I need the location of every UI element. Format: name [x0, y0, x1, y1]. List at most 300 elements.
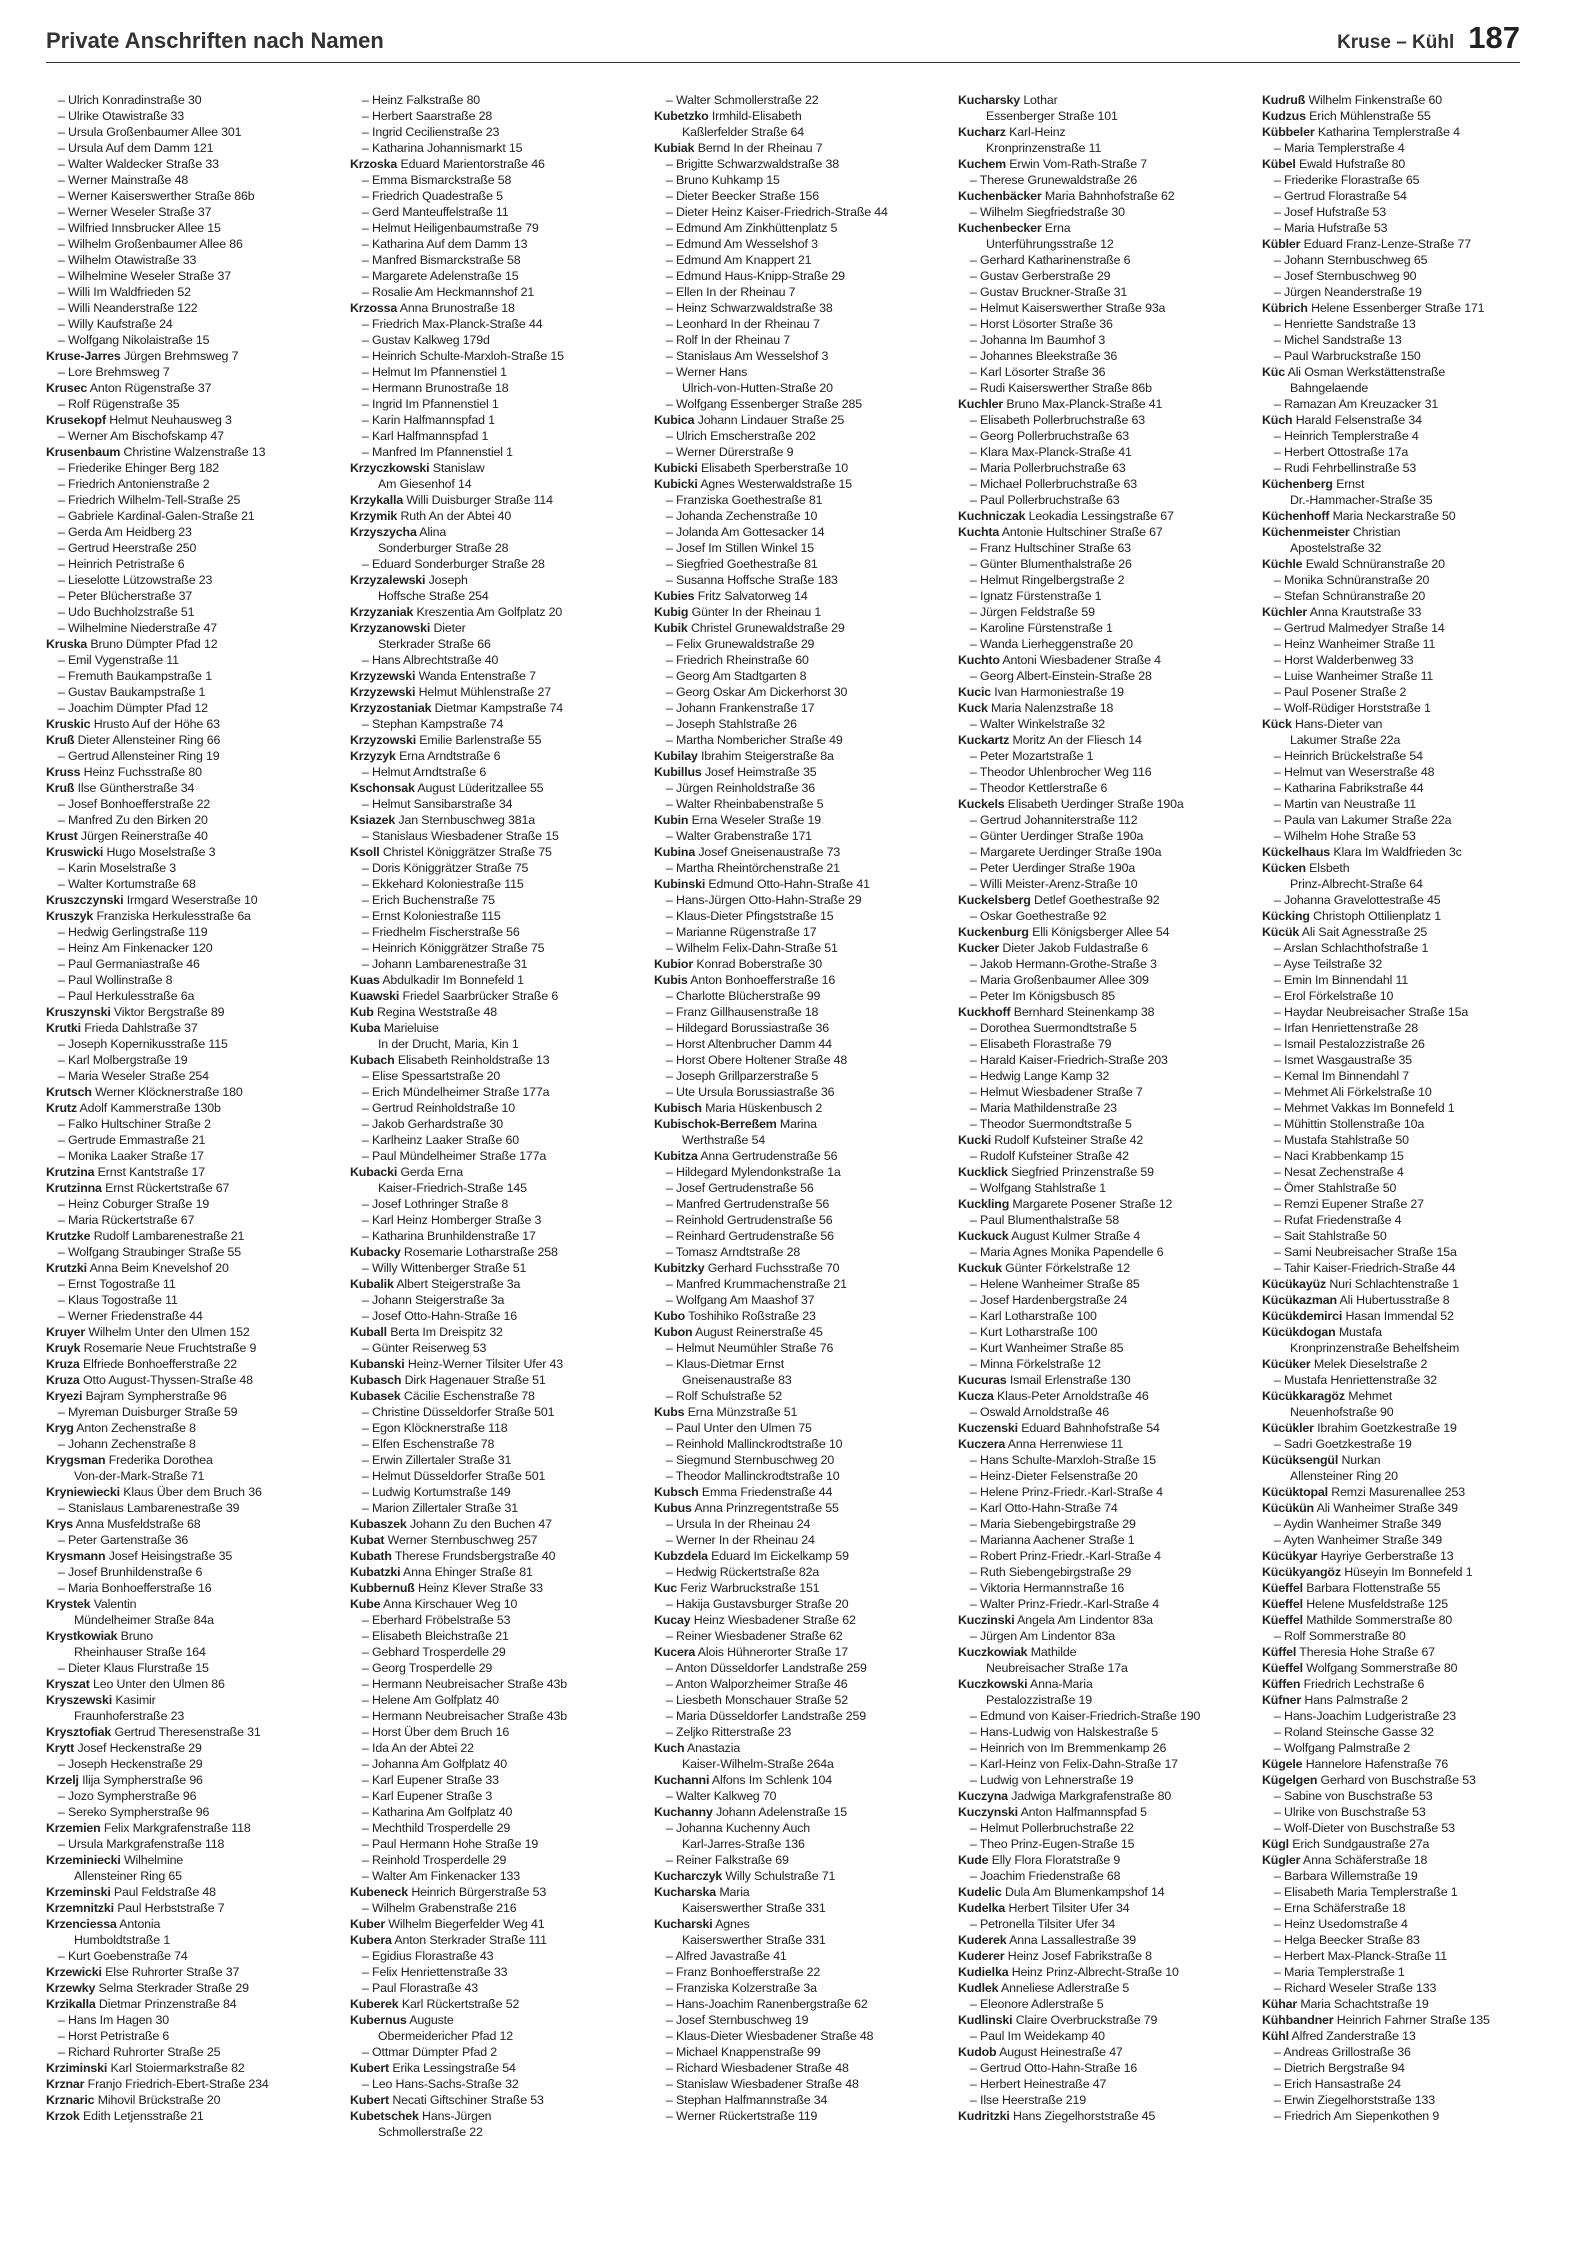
entry-details: Felix Markgrafenstraße 118: [103, 1821, 251, 1835]
directory-subentry: [654, 1036, 922, 1052]
entry-details: Erna Arndtstraße 6: [399, 749, 501, 763]
entry-details: Prinz-Albrecht-Straße 64: [1290, 877, 1423, 891]
entry-details: – Haydar Neubreisacher Straße 15a: [1274, 1005, 1469, 1019]
entry-details: – Naci Krabbenkamp 15: [1274, 1149, 1404, 1163]
directory-subentry: [1262, 684, 1530, 700]
entry-details: – Ursula Großenbaumer Allee 301: [58, 125, 242, 139]
entry-details: – Anton Walporzheimer Straße 46: [666, 1677, 848, 1691]
entry-details: – Maria Siebengebirgstraße 29: [970, 1517, 1136, 1531]
directory-entry: [1262, 156, 1530, 172]
entry-details: Elsbeth: [1309, 861, 1350, 875]
entry-details: – Katharina Fabrikstraße 44: [1274, 781, 1424, 795]
surname: Krutz: [46, 1101, 77, 1115]
directory-entry: [654, 620, 922, 636]
directory-subentry: [46, 316, 314, 332]
entry-details: – Lieselotte Lützowstraße 23: [58, 573, 213, 587]
entry-details: – Wilhelm Großenbaumer Allee 86: [58, 237, 243, 251]
entry-details: – Michael Knappenstraße 99: [666, 2045, 821, 2059]
directory-entry: [958, 1884, 1226, 1900]
entry-details: – Maria Hufstraße 53: [1274, 221, 1388, 235]
entry-details: – Kurt Wanheimer Straße 85: [970, 1341, 1124, 1355]
directory-subentry: [958, 1180, 1226, 1196]
directory-subentry: [350, 1196, 618, 1212]
directory-subentry: [654, 556, 922, 572]
entry-details: – Josef Otto-Hahn-Straße 16: [362, 1309, 518, 1323]
directory-entry: [958, 652, 1226, 668]
directory-subentry: [46, 1580, 314, 1596]
entry-details: – Hermann Neubreisacher Straße 43b: [362, 1709, 567, 1723]
directory-subentry: [350, 716, 618, 732]
surname: Kücüker: [1262, 1357, 1311, 1371]
entry-details: Unterführungsstraße 12: [986, 237, 1114, 251]
directory-subentry: [1262, 668, 1530, 684]
directory-subentry: [958, 956, 1226, 972]
directory-subentry: [958, 300, 1226, 316]
entry-details: Rudolf Kufsteiner Straße 42: [994, 1133, 1144, 1147]
entry-details: – Helga Beecker Straße 83: [1274, 1933, 1420, 1947]
directory-subentry: [654, 444, 922, 460]
surname: Kudelka: [958, 1901, 1006, 1915]
entry-details: – Maria Pollerbruchstraße 63: [970, 461, 1126, 475]
entry-details: – Maria Rückertstraße 67: [58, 1213, 195, 1227]
entry-details: Ali Osman Werkstättenstraße: [1287, 365, 1446, 379]
directory-subentry: [350, 1868, 618, 1884]
entry-details: Erich Mühlenstraße 55: [1309, 109, 1431, 123]
directory-entry: [1262, 1644, 1530, 1660]
directory-entry: [654, 1548, 922, 1564]
surname: Kube: [350, 1597, 381, 1611]
directory-subentry: [1262, 796, 1530, 812]
directory-subentry: [654, 236, 922, 252]
entry-details: Hoffsche Straße 254: [378, 589, 489, 603]
directory-entry: [654, 1116, 922, 1132]
directory-subentry: [958, 1068, 1226, 1084]
entry-details: Hayriye Gerberstraße 13: [1320, 1549, 1454, 1563]
entry-details: – Rudolf Kufsteiner Straße 42: [970, 1149, 1129, 1163]
entry-details: – Siegmund Sternbuschweg 20: [666, 1453, 835, 1467]
directory-subentry: [654, 1788, 922, 1804]
surname: Küchler: [1262, 605, 1308, 619]
entry-details: – Friedrich Rheinstraße 60: [666, 653, 809, 667]
entry-details: – Heinz Falkstraße 80: [362, 93, 481, 107]
entry-details: – Heinz Schwarzwaldstraße 38: [666, 301, 833, 315]
entry-details: – Hermann Neubreisacher Straße 43b: [362, 1677, 567, 1691]
surname: Kubacki: [350, 1165, 398, 1179]
surname: Krzyzewski: [350, 669, 416, 683]
entry-details: – Gabriele Kardinal-Galen-Straße 21: [58, 509, 255, 523]
surname: Kuckelsberg: [958, 893, 1031, 907]
entry-details: Otto August-Thyssen-Straße 48: [82, 1373, 253, 1387]
surname: Kruza: [46, 1357, 80, 1371]
surname: Kucharski: [654, 1917, 713, 1931]
entry-details: Heinz Klever Straße 33: [418, 1581, 543, 1595]
surname: Kuchto: [958, 653, 1000, 667]
surname: Küchle: [1262, 557, 1303, 571]
directory-entry: [1262, 1772, 1530, 1788]
entry-details: – Helmut Neumühler Straße 76: [666, 1341, 834, 1355]
entry-details: – Reiner Wiesbadener Straße 62: [666, 1629, 843, 1643]
entry-details: – Heinrich Königgrätzer Straße 75: [362, 941, 545, 955]
directory-subentry: [654, 220, 922, 236]
directory-subentry: [350, 2076, 618, 2092]
entry-details: Erika Lessingstraße 54: [392, 2061, 516, 2075]
surname: Kubillus: [654, 765, 702, 779]
address-continuation: [350, 1036, 618, 1052]
entry-details: – Myreman Duisburger Straße 59: [58, 1405, 238, 1419]
directory-subentry: [1262, 140, 1530, 156]
surname: Küchenberg: [1262, 477, 1333, 491]
entry-details: Allensteiner Ring 20: [1290, 1469, 1398, 1483]
entry-details: – Josef Lothringer Straße 8: [362, 1197, 509, 1211]
directory-entry: [46, 1996, 314, 2012]
directory-subentry: [46, 924, 314, 940]
directory-subentry: [46, 812, 314, 828]
surname: Küchenhoff: [1262, 509, 1330, 523]
directory-subentry: [1262, 780, 1530, 796]
directory-entry: [46, 732, 314, 748]
surname: Krzyczkowski: [350, 461, 430, 475]
entry-details: Rosemarie Neue Fruchtstraße 9: [83, 1341, 257, 1355]
directory-subentry: [958, 1356, 1226, 1372]
surname: Kubischok-Berreßem: [654, 1117, 777, 1131]
directory-subentry: [350, 1308, 618, 1324]
entry-details: Joseph: [428, 573, 468, 587]
entry-details: Dirk Hagenauer Straße 51: [404, 1373, 546, 1387]
directory-subentry: [654, 2012, 922, 2028]
entry-details: August Reinerstraße 45: [695, 1325, 823, 1339]
directory-entry: [1262, 2012, 1530, 2028]
surname: Kruss: [46, 765, 81, 779]
directory-entry: [46, 1388, 314, 1404]
directory-entry: [46, 716, 314, 732]
surname: Krusekopf: [46, 413, 106, 427]
surname: Kubert: [350, 2061, 390, 2075]
entry-details: – Elise Spessartstraße 20: [362, 1069, 501, 1083]
directory-entry: [958, 524, 1226, 540]
directory-subentry: [958, 860, 1226, 876]
directory-entry: [654, 764, 922, 780]
entry-details: Abdulkadir Im Bonnefeld 1: [382, 973, 524, 987]
directory-subentry: [350, 1756, 618, 1772]
entry-details: Mustafa: [1338, 1325, 1382, 1339]
directory-subentry: [654, 1420, 922, 1436]
directory-entry: [1262, 1292, 1530, 1308]
directory-subentry: [46, 540, 314, 556]
entry-details: – Johannes Bleekstraße 36: [970, 349, 1118, 363]
entry-details: – Rufat Friedenstraße 4: [1274, 1213, 1402, 1227]
entry-details: – Christine Düsseldorfer Straße 501: [362, 1405, 555, 1419]
entry-details: Obermeidericher Pfad 12: [378, 2029, 513, 2043]
surname: Kuderer: [958, 1949, 1005, 1963]
entry-details: Eduard Marientorstraße 46: [400, 157, 545, 171]
surname: Kubalik: [350, 1277, 394, 1291]
entry-details: – Werner Rückertstraße 119: [666, 2109, 818, 2123]
directory-subentry: [350, 1100, 618, 1116]
directory-subentry: [46, 476, 314, 492]
surname: Krzyzewski: [350, 685, 416, 699]
entry-details: – Katharina Brunhildenstraße 17: [362, 1229, 536, 1243]
entry-details: Jadwiga Markgrafenstraße 80: [1011, 1789, 1172, 1803]
directory-subentry: [1262, 636, 1530, 652]
entry-details: Wilhelm Unter den Ulmen 152: [88, 1325, 250, 1339]
surname: Kucic: [958, 685, 991, 699]
address-continuation: [350, 540, 618, 556]
entry-details: – Therese Grunewaldstraße 26: [970, 173, 1138, 187]
directory-entry: [654, 1868, 922, 1884]
surname: Kücken: [1262, 861, 1306, 875]
entry-details: – Mustafa Stahlstraße 50: [1274, 1133, 1409, 1147]
directory-subentry: [350, 1468, 618, 1484]
directory-entry: [350, 1532, 618, 1548]
directory-subentry: [654, 2028, 922, 2044]
entry-details: Lothar: [1023, 93, 1058, 107]
entry-details: – Charlotte Blücherstraße 99: [666, 989, 821, 1003]
directory-subentry: [350, 444, 618, 460]
surname: Kruszczynski: [46, 893, 124, 907]
entry-details: – Herbert Heinestraße 47: [970, 2077, 1107, 2091]
entry-details: Paul Feldstraße 48: [113, 1885, 216, 1899]
entry-details: – Rosalie Am Heckmannshof 21: [362, 285, 535, 299]
directory-subentry: [654, 652, 922, 668]
entry-details: – Stanislaus Wiesbadener Straße 15: [362, 829, 559, 843]
directory-subentry: [1262, 2060, 1530, 2076]
directory-entry: [350, 2060, 618, 2076]
entry-details: – Marianne Rügenstraße 17: [666, 925, 817, 939]
entry-details: – Günter Reiserweg 53: [362, 1341, 487, 1355]
surname: Kuczynski: [958, 1805, 1018, 1819]
name-range: Kruse – Kühl: [1337, 32, 1455, 53]
directory-subentry: [654, 908, 922, 924]
directory-subentry: [350, 268, 618, 284]
directory-subentry: [654, 1692, 922, 1708]
entry-details: Alina: [419, 525, 447, 539]
surname: Kude: [958, 1853, 989, 1867]
directory-entry: [958, 508, 1226, 524]
entry-details: – Mechthild Trosperdelle 29: [362, 1821, 511, 1835]
directory-subentry: [46, 236, 314, 252]
directory-subentry: [958, 812, 1226, 828]
directory-subentry: [46, 1788, 314, 1804]
entry-details: Cäcilie Eschenstraße 78: [403, 1389, 535, 1403]
directory-subentry: [654, 1964, 922, 1980]
surname: Kuchta: [958, 525, 1000, 539]
directory-subentry: [654, 524, 922, 540]
entry-details: Herbert Tilsiter Ufer 34: [1008, 1901, 1130, 1915]
directory-subentry: [654, 540, 922, 556]
directory-subentry: [1262, 428, 1530, 444]
entry-details: Christine Walzenstraße 13: [123, 445, 266, 459]
directory-entry: [46, 1180, 314, 1196]
entry-details: – Hans Schulte-Marxloh-Straße 15: [970, 1453, 1156, 1467]
directory-subentry: [46, 396, 314, 412]
entry-details: – Falko Hultschiner Straße 2: [58, 1117, 211, 1131]
entry-details: – Manfred Zu den Birken 20: [58, 813, 208, 827]
directory-entry: [1262, 1388, 1530, 1404]
entry-details: – Oswald Arnoldstraße 46: [970, 1405, 1109, 1419]
surname: Krzyzanowski: [350, 621, 431, 635]
directory-entry: [958, 684, 1226, 700]
surname: Kryg: [46, 1421, 74, 1435]
entry-details: – Gustav Bruckner-Straße 31: [970, 285, 1128, 299]
entry-details: Ilse Güntherstraße 34: [77, 781, 195, 795]
entry-details: – Willi Neanderstraße 122: [58, 301, 198, 315]
directory-subentry: [958, 572, 1226, 588]
directory-entry: [46, 780, 314, 796]
directory-subentry: [654, 1292, 922, 1308]
entry-details: Humboldtstraße 1: [74, 1933, 171, 1947]
entry-details: Anton Rügenstraße 37: [89, 381, 212, 395]
entry-details: – Edmund Haus-Knipp-Straße 29: [666, 269, 845, 283]
entry-details: – Aydin Wanheimer Straße 349: [1274, 1517, 1442, 1531]
directory-entry: [1262, 1548, 1530, 1564]
entry-details: Konrad Boberstraße 30: [696, 957, 822, 971]
entry-details: – Klaus-Dietmar Ernst: [666, 1357, 785, 1371]
directory-subentry: [1262, 268, 1530, 284]
entry-details: – Katharina Auf dem Damm 13: [362, 237, 528, 251]
directory-subentry: [654, 1196, 922, 1212]
entry-details: – Johanna Am Golfplatz 40: [362, 1757, 508, 1771]
directory-subentry: [350, 860, 618, 876]
entry-details: – Jürgen Neanderstraße 19: [1274, 285, 1422, 299]
directory-entry: [958, 396, 1226, 412]
address-continuation: [654, 1836, 922, 1852]
directory-subentry: [654, 1708, 922, 1724]
directory-subentry: [1262, 1884, 1530, 1900]
entry-details: – Johann Lambarenestraße 31: [362, 957, 528, 971]
entry-details: Rudolf Lambarenestraße 21: [93, 1229, 245, 1243]
directory-subentry: [654, 1948, 922, 1964]
entry-details: Anna Kirschauer Weg 10: [383, 1597, 518, 1611]
entry-details: Kaiser-Wilhelm-Straße 264a: [682, 1757, 834, 1771]
entry-details: – Sereko Sympherstraße 96: [58, 1805, 210, 1819]
address-continuation: [1262, 1404, 1530, 1420]
directory-subentry: [46, 1292, 314, 1308]
entry-details: Kronprinzenstraße Behelfsheim: [1290, 1341, 1460, 1355]
entry-details: – Friederike Ehinger Berg 182: [58, 461, 219, 475]
entry-details: Elfriede Bonhoefferstraße 22: [82, 1357, 237, 1371]
surname: Kudritzki: [958, 2109, 1010, 2123]
directory-entry: [958, 1228, 1226, 1244]
entry-details: Klara Im Waldfrieden 3c: [1333, 845, 1462, 859]
entry-details: Ismail Erlenstraße 130: [1009, 1373, 1131, 1387]
entry-details: – Karin Moselstraße 3: [58, 861, 177, 875]
entry-details: August Heinestraße 47: [999, 2045, 1123, 2059]
entry-details: Leo Unter den Ulmen 86: [93, 1677, 225, 1691]
entry-details: Marina: [779, 1117, 817, 1131]
entry-details: – Elisabeth Bleichstraße 21: [362, 1629, 509, 1643]
directory-entry: [350, 748, 618, 764]
entry-details: – Helmut van Weserstraße 48: [1274, 765, 1435, 779]
address-continuation: [1262, 1340, 1530, 1356]
directory-subentry: [654, 988, 922, 1004]
surname: Krutsch: [46, 1085, 92, 1099]
entry-details: Maria Schachtstraße 19: [1300, 1997, 1429, 2011]
surname: Kuckartz: [958, 733, 1010, 747]
entry-details: – Hans Im Hagen 30: [58, 2013, 169, 2027]
entry-details: – Joseph Kopernikusstraße 115: [58, 1037, 228, 1051]
entry-details: – Paul Warbruckstraße 150: [1274, 349, 1421, 363]
entry-details: Karl Stoiermarkstraße 82: [110, 2061, 245, 2075]
directory-subentry: [958, 252, 1226, 268]
entry-details: Dieter Jakob Fuldastraße 6: [1002, 941, 1148, 955]
address-continuation: [350, 636, 618, 652]
directory-entry: [654, 1148, 922, 1164]
entry-details: – Bruno Kuhkamp 15: [666, 173, 780, 187]
directory-subentry: [350, 1260, 618, 1276]
directory-entry: [1262, 1420, 1530, 1436]
directory-subentry: [350, 876, 618, 892]
directory-subentry: [654, 716, 922, 732]
entry-details: Kaßlerfelder Straße 64: [682, 125, 805, 139]
directory-entry: [654, 476, 922, 492]
surname: Kubanski: [350, 1357, 405, 1371]
directory-subentry: [958, 284, 1226, 300]
directory-subentry: [958, 1148, 1226, 1164]
entry-details: – Eduard Sonderburger Straße 28: [362, 557, 545, 571]
directory-subentry: [46, 1804, 314, 1820]
entry-details: Wilhelmine: [123, 1853, 184, 1867]
entry-details: – Rudi Kaiserswerther Straße 86b: [970, 381, 1152, 395]
entry-details: – Ulrich Emscherstraße 202: [666, 429, 816, 443]
entry-details: – Johanna Kuchenny Auch: [666, 1821, 810, 1835]
directory-entry: [654, 844, 922, 860]
directory-subentry: [1262, 316, 1530, 332]
surname: Kudzus: [1262, 109, 1306, 123]
entry-details: – Ismet Wasgaustraße 35: [1274, 1053, 1412, 1067]
entry-details: – Paul Wollinstraße 8: [58, 973, 173, 987]
surname: Kubies: [654, 589, 695, 603]
entry-details: – Theodor Kettlerstraße 6: [970, 781, 1108, 795]
entry-details: – Walter Am Finkenacker 133: [362, 1869, 521, 1883]
directory-subentry: [958, 828, 1226, 844]
page-number: 187: [1468, 20, 1520, 55]
entry-details: – Werner In der Rheinau 24: [666, 1533, 815, 1547]
address-continuation: [958, 140, 1226, 156]
surname: Krzeminiecki: [46, 1853, 121, 1867]
surname: Kruß: [46, 781, 75, 795]
directory-entry: [46, 1820, 314, 1836]
directory-subentry: [654, 252, 922, 268]
entry-details: – Paul Pollerbruchstraße 63: [970, 493, 1120, 507]
directory-entry: [350, 1884, 618, 1900]
entry-details: – Gustav Baukampstraße 1: [58, 685, 206, 699]
entry-details: – Jakob Hermann-Grothe-Straße 3: [970, 957, 1157, 971]
entry-details: – Remzi Eupener Straße 27: [1274, 1197, 1424, 1211]
directory-entry: [46, 1548, 314, 1564]
entry-details: – Stephan Halfmannstraße 34: [666, 2093, 828, 2107]
directory-subentry: [350, 1724, 618, 1740]
directory-entry: [46, 348, 314, 364]
directory-subentry: [350, 1340, 618, 1356]
entry-details: Heinz Prinz-Albrecht-Straße 10: [1011, 1965, 1179, 1979]
directory-subentry: [46, 700, 314, 716]
entry-details: – Gebhard Trosperdelle 29: [362, 1645, 506, 1659]
directory-subentry: [958, 492, 1226, 508]
directory-subentry: [654, 1564, 922, 1580]
entry-details: – Emil Vygenstraße 11: [58, 653, 179, 667]
entry-details: Werner Klöcknerstraße 180: [95, 1085, 243, 1099]
directory-subentry: [46, 2012, 314, 2028]
entry-details: – Friedrich Wilhelm-Tell-Straße 25: [58, 493, 241, 507]
directory-subentry: [958, 620, 1226, 636]
directory-subentry: [654, 732, 922, 748]
surname: Kücükazman: [1262, 1293, 1337, 1307]
surname: Küchenmeister: [1262, 525, 1350, 539]
entry-details: – Klaus Togostraße 11: [58, 1293, 178, 1307]
entry-details: Hasan Immendal 52: [1345, 1309, 1454, 1323]
directory-subentry: [654, 1180, 922, 1196]
directory-entry: [1262, 2028, 1530, 2044]
